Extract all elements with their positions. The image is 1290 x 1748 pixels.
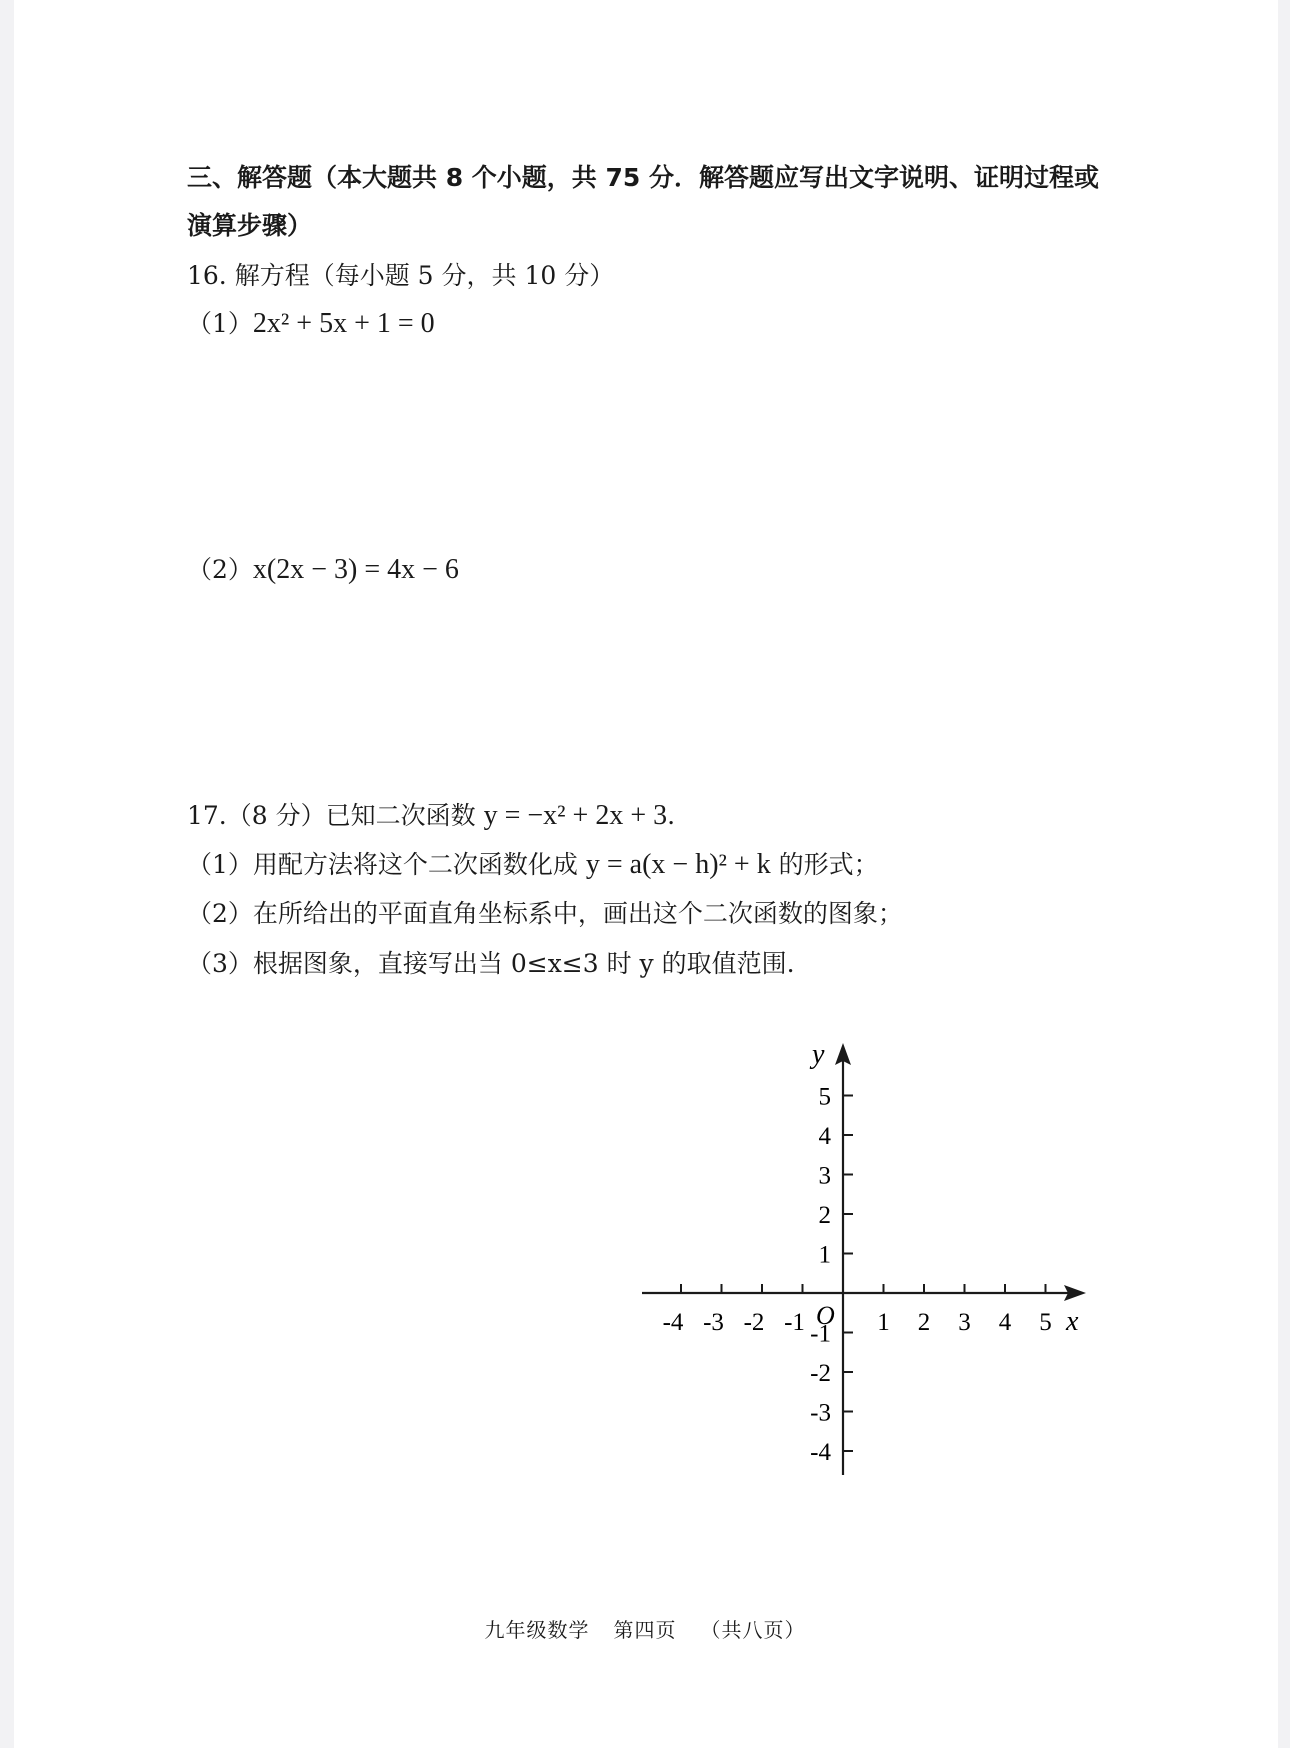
page-footer [0, 1614, 1290, 1643]
x-tick-label: 1 [877, 1309, 890, 1336]
section-heading-line2: 演算步骤） [187, 211, 313, 240]
y-axis-label: y [812, 1039, 825, 1070]
q16-part1-label: （1） [187, 309, 253, 338]
footer-total: （共八页） [700, 1618, 806, 1642]
x-axis-ticks [663, 1284, 1052, 1336]
x-tick-label: 5 [1039, 1309, 1052, 1336]
x-tick-label: -1 [784, 1309, 805, 1336]
x-tick-label: 3 [958, 1309, 971, 1336]
footer-subject: 九年级数学 [484, 1618, 590, 1642]
section-heading-line1: 三、解答题（本大题共 8 个小题，共 75 分．解答题应写出文字说明、证明过程或 [187, 163, 1100, 192]
y-tick-label: 1 [818, 1241, 831, 1269]
q17-part1-prefix: （1）用配方法将这个二次函数化成 [187, 850, 578, 879]
q16-part2-label: （2） [187, 555, 253, 584]
origin-label: O [816, 1301, 835, 1330]
y-tick-label: -3 [810, 1399, 831, 1427]
x-tick-label: 4 [998, 1309, 1012, 1336]
y-tick-label: 3 [818, 1162, 831, 1190]
x-tick-label: -3 [703, 1309, 724, 1336]
footer-page: 第四页 [613, 1618, 677, 1642]
y-tick-label: -4 [810, 1439, 831, 1466]
q16-part2-equation: x(2x − 3) = 4x − 6 [252, 554, 459, 585]
x-tick-label: 2 [917, 1309, 931, 1336]
y-tick-label: -2 [810, 1360, 831, 1387]
y-axis-ticks [810, 1084, 853, 1467]
y-tick-label: 5 [818, 1083, 831, 1111]
q17-title-end: . [667, 801, 676, 830]
q17-part1-suffix: 的形式； [778, 850, 879, 879]
y-tick-label: 4 [818, 1123, 831, 1150]
y-tick-label: -1 [810, 1320, 831, 1348]
q16-part1-equation: 2x² + 5x + 1 = 0 [252, 308, 435, 339]
q16-title: 16. 解方程（每小题 5 分，共 10 分） [187, 261, 615, 290]
x-tick-label: -4 [662, 1309, 684, 1336]
q17-part2: （2）在所给出的平面直角坐标系中，画出这个二次函数的图象； [187, 899, 903, 928]
q17-part3: （3）根据图象，直接写出当 0≤x≤3 时 y 的取值范围. [187, 949, 795, 978]
q17-title-prefix: 17.（8 分）已知二次函数 [187, 801, 476, 830]
q17-title-equation: y = −x² + 2x + 3 [483, 800, 668, 831]
x-axis-label: x [1066, 1306, 1079, 1337]
q17-part1-equation: y = a(x − h)² + k [585, 849, 771, 880]
x-tick-label: -2 [743, 1309, 765, 1336]
y-tick-label: 2 [818, 1202, 831, 1229]
